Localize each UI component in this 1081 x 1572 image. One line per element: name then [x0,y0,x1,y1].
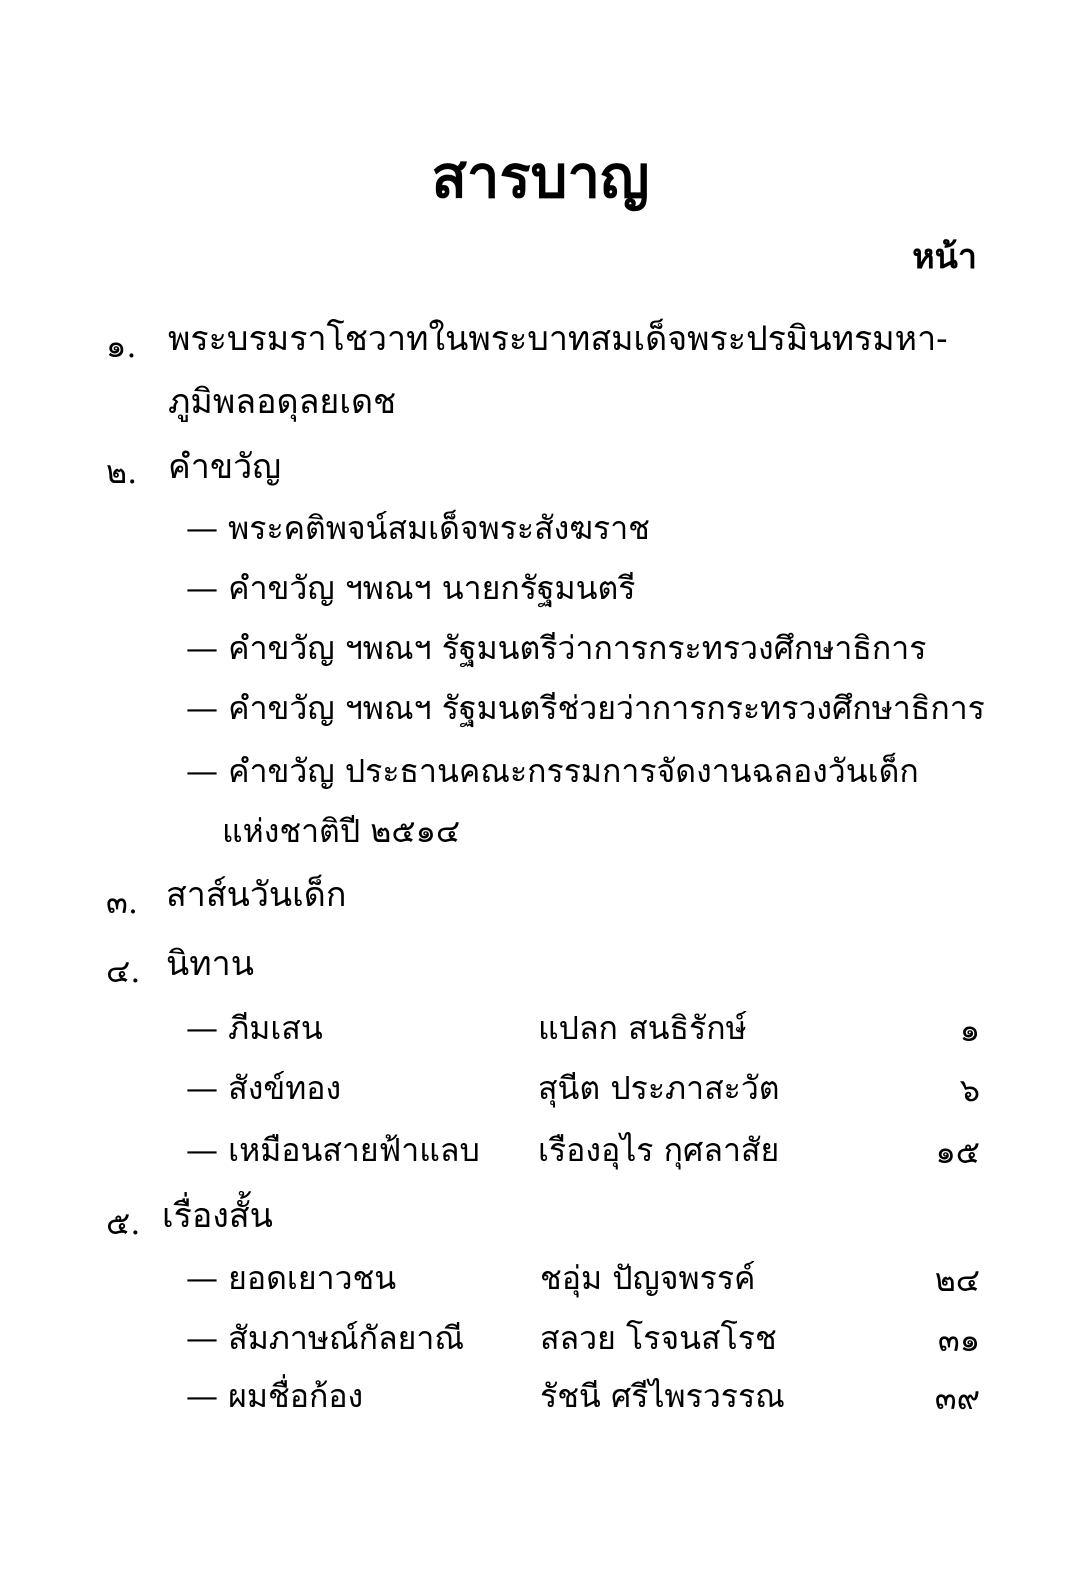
toc-item: — คำขวัญ ฯพณฯ รัฐมนตรีช่วยว่าการกระทรวงศึกษาธิการ [186,689,985,727]
toc-entry-title: — ยอดเยาวชน [186,1259,397,1297]
toc-item: — คำขวัญ ประธานคณะกรรมการจัดงานฉลองวันเด็ก [186,752,919,790]
toc-entry-title: — สัมภาษณ์กัลยาณี [186,1319,465,1357]
section-title: คำขวัญ [168,447,282,487]
section-title: พระบรมราโชวาทในพระบาทสมเด็จพระปรมินทรมหา- [168,319,948,359]
section-number: ๑. [106,327,137,365]
section-number: ๒. [106,453,138,491]
toc-item: — พระคติพจน์สมเด็จพระสังฆราช [186,509,650,547]
toc-entry-title: — ผมชื่อก้อง [186,1377,364,1415]
toc-entry-author: สุนีต ประภาสะวัต [538,1069,780,1107]
toc-entry-title: — เหมือนสายฟ้าแลบ [186,1131,480,1169]
toc-entry-page: ๖ [959,1071,980,1109]
section-title-continuation: ภูมิพลอดุลยเดช [168,382,397,422]
toc-item-continuation: แห่งชาติปี ๒๕๑๔ [222,812,461,850]
section-number: ๔. [106,952,141,990]
toc-item: — คำขวัญ ฯพณฯ นายกรัฐมนตรี [186,569,636,607]
toc-entry-page: ๓๙ [934,1379,980,1417]
section-number: ๕. [106,1204,141,1242]
section-title: นิทาน [166,944,254,984]
toc-entry-author: แปลก สนธิรักษ์ [538,1009,747,1047]
toc-entry-author: เรืองอุไร กุศลาสัย [538,1131,780,1169]
toc-entry-author: รัชนี ศรีไพรวรรณ [540,1377,785,1415]
toc-entry-page: ๑ [959,1011,980,1049]
toc-entry-title: — ภีมเสน [186,1009,323,1047]
toc-entry-page: ๒๔ [934,1261,980,1299]
toc-entry-author: สลวย โรจนสโรช [540,1319,777,1357]
page-column-header: หน้า [912,237,977,277]
toc-entry-author: ชอุ่ม ปัญจพรรค์ [540,1259,756,1297]
toc-entry-page: ๑๕ [935,1133,980,1171]
toc-item: — คำขวัญ ฯพณฯ รัฐมนตรีว่าการกระทรวงศึกษาธิการ [186,629,927,667]
toc-entry-page: ๓๑ [937,1321,980,1359]
page-title: สารบาญ [431,143,650,211]
section-title: เรื่องสั้น [162,1196,273,1236]
section-title: สาส์นวันเด็ก [166,875,347,915]
toc-entry-title: — สังข์ทอง [186,1069,342,1107]
section-number: ๓. [106,883,139,921]
